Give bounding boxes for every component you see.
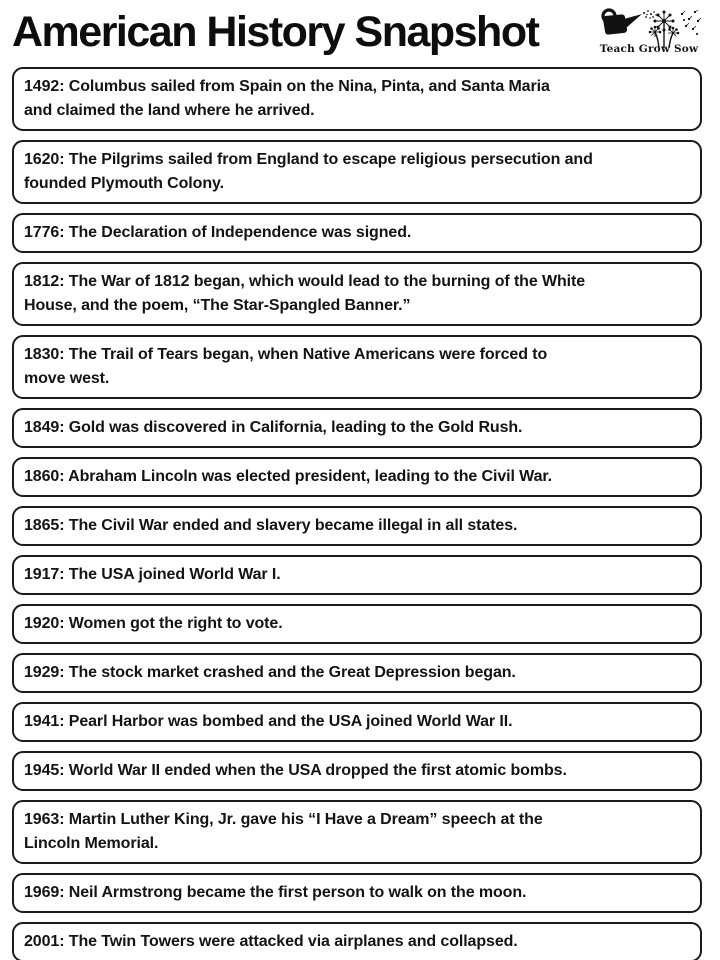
wind-seeds-icon bbox=[681, 10, 701, 35]
event-box-1492 bbox=[12, 67, 702, 131]
event-box-1917 bbox=[12, 555, 702, 595]
event-line: 1849: Gold was discovered in California, leading to the Gold Rush. bbox=[24, 419, 523, 436]
event-line: 1969: Neil Armstrong became the first person to walk on the moon. bbox=[24, 884, 527, 901]
event-line: 1492: Columbus sailed from Spain on the Nina, Pinta, and Santa Maria bbox=[24, 78, 550, 95]
event-box-1865 bbox=[12, 506, 702, 546]
header bbox=[12, 4, 702, 64]
water-spray-icon bbox=[643, 10, 657, 19]
event-line: 1620: The Pilgrims sailed from England to escape religious persecution and bbox=[24, 151, 593, 168]
event-line: 1865: The Civil War ended and slavery became illegal in all states. bbox=[24, 517, 518, 534]
teach-grow-sow-logo bbox=[596, 4, 702, 55]
event-line: 1812: The War of 1812 began, which would lead to the burning of the White bbox=[24, 273, 586, 290]
event-box-1929 bbox=[12, 653, 702, 693]
event-line: and claimed the land where he arrived. bbox=[24, 102, 315, 119]
event-line: 1941: Pearl Harbor was bombed and the USA joined World War II. bbox=[24, 713, 513, 730]
event-line: move west. bbox=[24, 370, 110, 387]
event-box-1941 bbox=[12, 702, 702, 742]
event-line: 1860: Abraham Lincoln was elected president, leading to the Civil War. bbox=[24, 468, 552, 485]
event-list bbox=[12, 67, 702, 960]
event-box-1969 bbox=[12, 873, 702, 913]
event-line: 1963: Martin Luther King, Jr. gave his “I Have a Dream” speech at the bbox=[24, 811, 543, 828]
event-box-1812 bbox=[12, 262, 702, 326]
event-box-1945 bbox=[12, 751, 702, 791]
event-line: 1830: The Trail of Tears began, when Native Americans were forced to bbox=[24, 346, 548, 363]
event-line: 1945: World War II ended when the USA dropped the first atomic bombs. bbox=[24, 762, 567, 779]
logo-text: Teach Grow Sow bbox=[599, 43, 699, 55]
event-line: founded Plymouth Colony. bbox=[24, 175, 224, 192]
event-line: 1917: The USA joined World War I. bbox=[24, 566, 281, 583]
event-line: Lincoln Memorial. bbox=[24, 835, 159, 852]
event-box-2001 bbox=[12, 922, 702, 960]
event-box-1620 bbox=[12, 140, 702, 204]
event-box-1849 bbox=[12, 408, 702, 448]
event-line: 2001: The Twin Towers were attacked via airplanes and collapsed. bbox=[24, 933, 518, 950]
event-box-1920 bbox=[12, 604, 702, 644]
event-box-1860 bbox=[12, 457, 702, 497]
event-line: House, and the poem, “The Star-Spangled Banner.” bbox=[24, 297, 411, 314]
event-box-1776 bbox=[12, 213, 702, 253]
event-line: 1920: Women got the right to vote. bbox=[24, 615, 283, 632]
event-box-1963 bbox=[12, 800, 702, 864]
page-title: American History Snapshot bbox=[12, 8, 539, 56]
event-line: 1776: The Declaration of Independence was signed. bbox=[24, 224, 412, 241]
event-box-1830 bbox=[12, 335, 702, 399]
event-line: 1929: The stock market crashed and the Great Depression began. bbox=[24, 664, 516, 681]
watering-can-icon bbox=[603, 10, 642, 35]
